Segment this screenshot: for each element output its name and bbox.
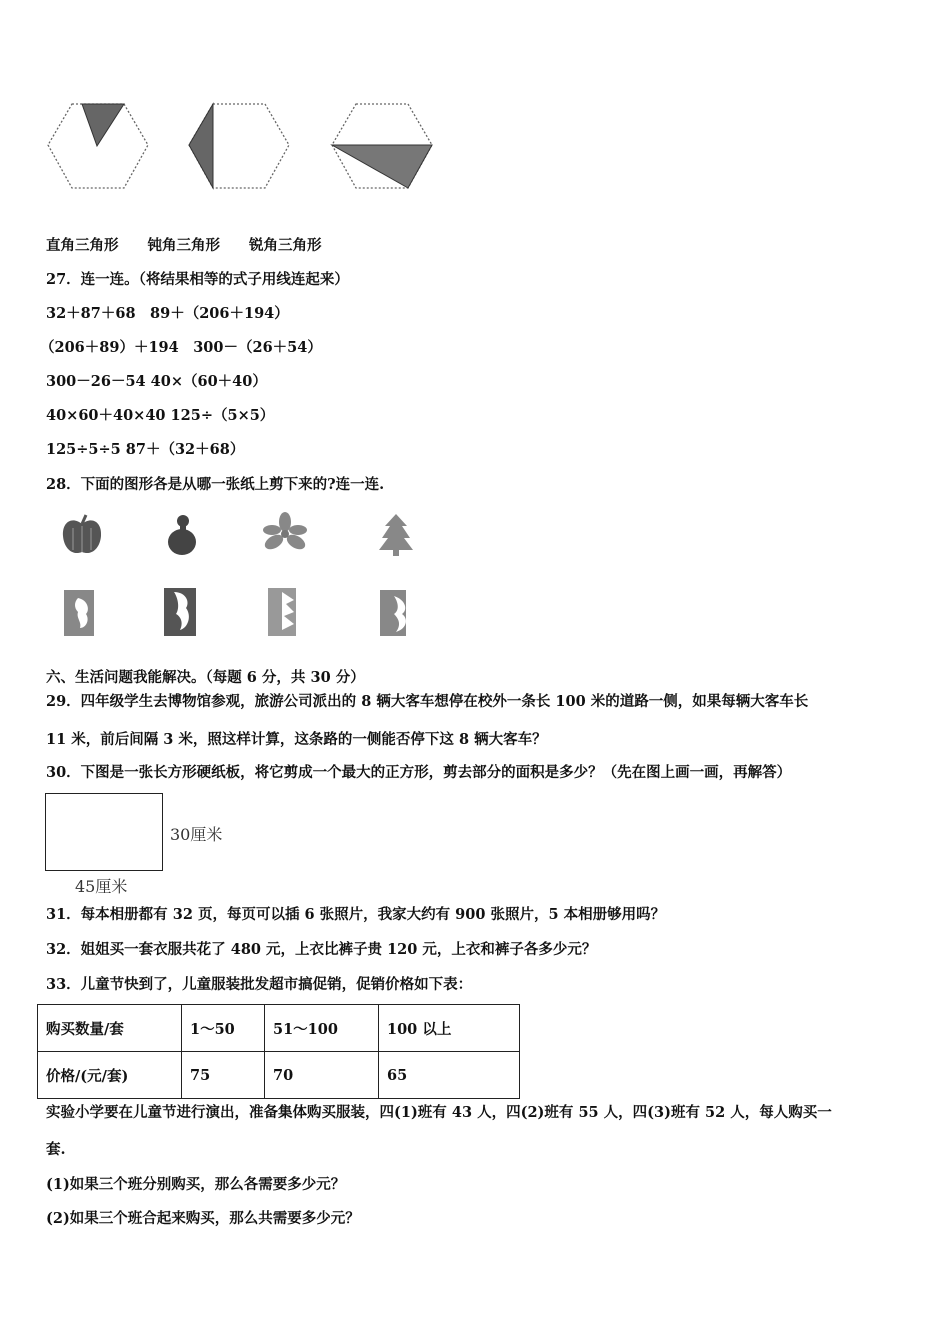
hexagon-acute-triangle-figure <box>330 98 434 192</box>
q27-row-1: 32＋87＋68 89＋（206＋194） <box>46 305 289 322</box>
q31-text: 31．每本相册都有 32 页，每页可以插 6 张照片，我家大约有 900 张照片，5 本相册够用吗？ <box>46 906 666 923</box>
q27-row-5: 125÷5÷5 87＋（32＋68） <box>46 441 245 458</box>
q30-text: 30．下图是一张长方形硬纸板，将它剪成一个最大的正方形，剪去部分的面积是多少？（先在图上画一画，再解答） <box>46 764 792 781</box>
table-cell: 65 <box>379 1052 520 1099</box>
q27-title: 27．连一连。（将结果相等的式子用线连起来） <box>46 271 349 288</box>
q27-row-3: 300－26－54 40×（60＋40） <box>46 373 267 390</box>
triangle-labels: 直角三角形 钝角三角形 锐角三角形 <box>46 237 322 254</box>
paper-sheet-2-icon <box>160 586 200 638</box>
q27-row-4: 40×60＋40×40 125÷（5×5） <box>46 407 275 424</box>
q33-desc-line-1: 实验小学要在儿童节进行演出，准备集体购买服装，四(1)班有 43 人，四(2)班有 55 人，四(3)班有 52 人，每人购买一 <box>46 1104 832 1121</box>
q28-title: 28．下面的图形各是从哪一张纸上剪下来的?连一连. <box>46 476 385 493</box>
table-header-cell: 购买数量/套 <box>38 1005 182 1052</box>
price-table <box>37 1004 520 1099</box>
paper-sheet-1-icon <box>62 588 98 638</box>
q33-sub-question-1: (1)如果三个班分别购买，那么各需要多少元？ <box>46 1176 346 1193</box>
q33-text: 33．儿童节快到了，儿童服装批发超市搞促销，促销价格如下表： <box>46 976 473 993</box>
table-row <box>38 1052 520 1099</box>
height-label: 30厘米 <box>170 825 223 844</box>
gourd-shape-icon <box>162 510 202 558</box>
flower-shape-icon <box>262 512 308 554</box>
paper-sheet-4-icon <box>378 588 414 638</box>
section-6-title: 六、生活问题我能解决。（每题 6 分，共 30 分） <box>46 669 365 686</box>
tree-shape-icon <box>377 512 415 558</box>
table-header-cell: 1～50 <box>182 1005 265 1052</box>
table-cell: 70 <box>265 1052 379 1099</box>
table-cell: 价格/(元/套) <box>38 1052 182 1099</box>
apple-shape-icon <box>58 512 106 558</box>
q27-row-2: （206＋89）＋194 300－（26＋54） <box>40 339 322 356</box>
q32-text: 32．姐姐买一套衣服共花了 480 元，上衣比裤子贵 120 元，上衣和裤子各多少元？ <box>46 941 597 958</box>
q33-desc-line-2: 套. <box>46 1141 66 1158</box>
width-label: 45厘米 <box>75 877 128 896</box>
table-row <box>38 1005 520 1052</box>
paper-sheet-3-icon <box>266 586 300 638</box>
q33-sub-question-2: (2)如果三个班合起来购买，那么共需要多少元？ <box>46 1210 360 1227</box>
q29-line-2: 11 米，前后间隔 3 米，照这样计算，这条路的一侧能否停下这 8 辆大客车？ <box>46 731 547 748</box>
table-header-cell: 100 以上 <box>379 1005 520 1052</box>
q29-line-1: 29．四年级学生去博物馆参观，旅游公司派出的 8 辆大客车想停在校外一条长 100 米的道路一侧，如果每辆大客车长 <box>46 693 809 710</box>
table-header-cell: 51～100 <box>265 1005 379 1052</box>
table-cell: 75 <box>182 1052 265 1099</box>
cardboard-rectangle <box>45 793 163 871</box>
hexagon-obtuse-triangle-figure <box>187 98 291 192</box>
hexagon-right-triangle-figure <box>46 98 150 192</box>
